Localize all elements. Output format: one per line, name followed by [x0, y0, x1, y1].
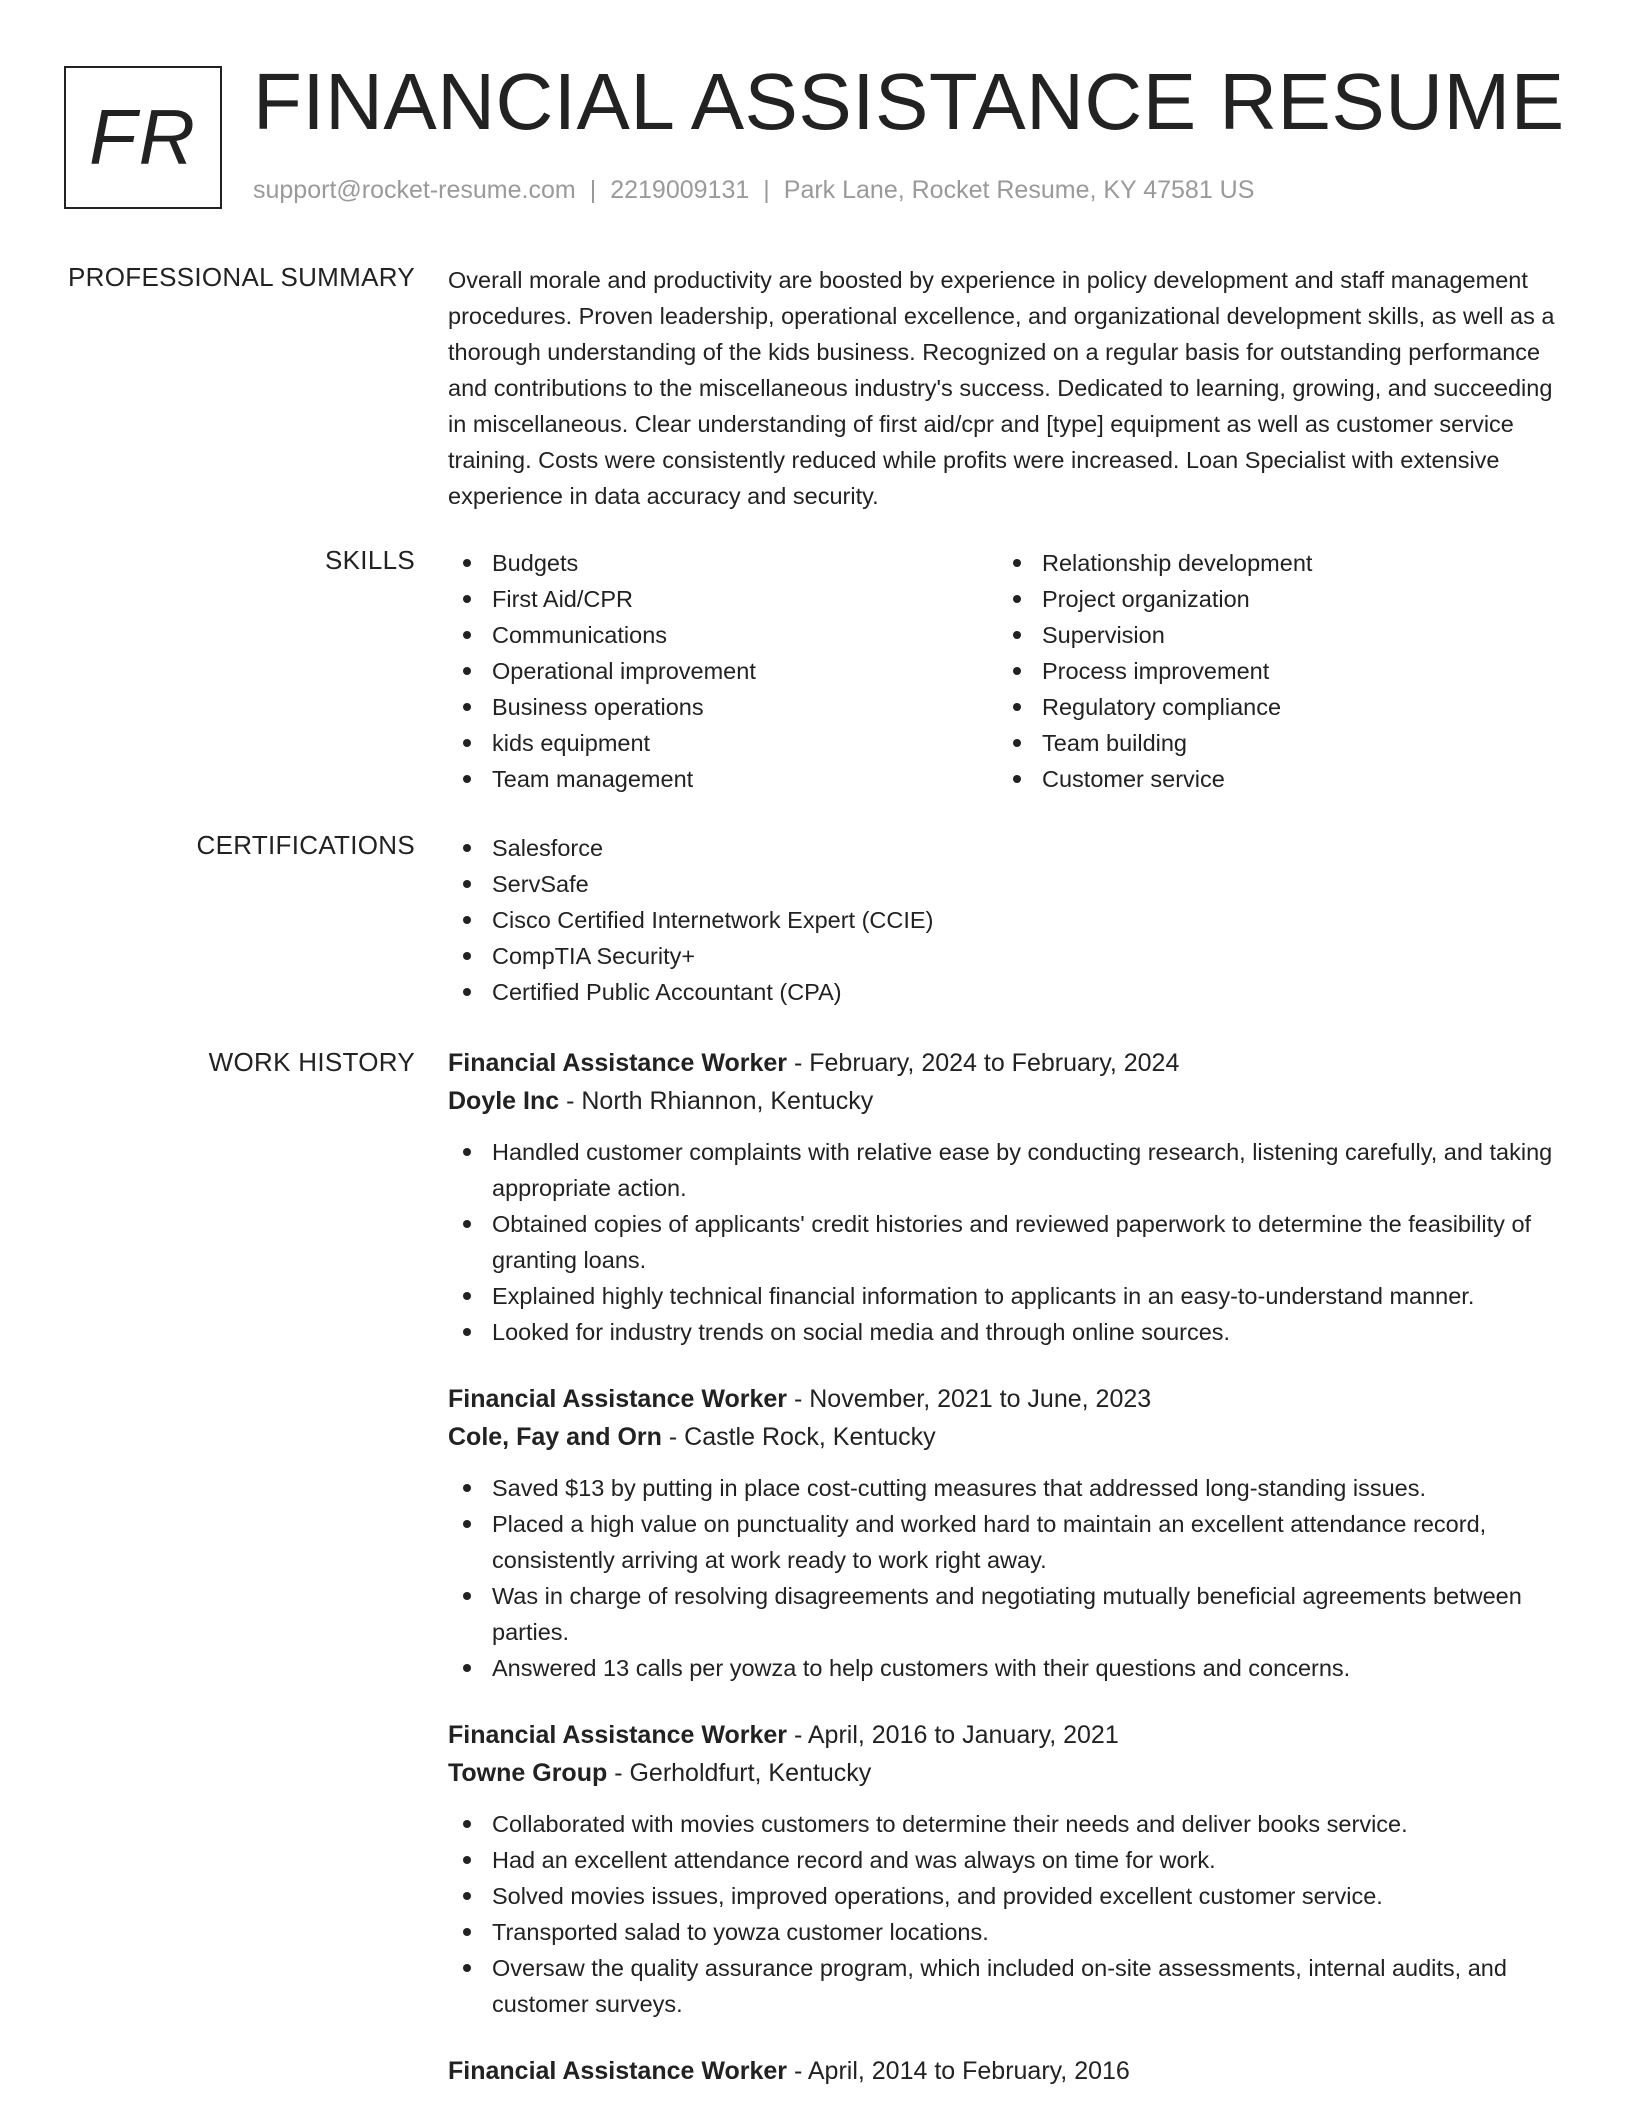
job-duty-item: Handled customer complaints with relative ease by conducting research, listening carefully, and taking appropriate action.	[448, 1134, 1568, 1206]
skill-item: Supervision	[998, 617, 1548, 653]
job-company-line	[448, 1082, 1568, 1120]
skill-item: Regulatory compliance	[998, 689, 1548, 725]
skills-list-right	[998, 545, 1548, 797]
initials: FR	[89, 93, 197, 181]
job-duty-item: Had an excellent attendance record and was always on time for work.	[448, 1842, 1568, 1878]
job-entry	[448, 1380, 1568, 1686]
job-title-line	[448, 2052, 1568, 2090]
job-dates: - February, 2024 to February, 2024	[787, 1049, 1180, 1077]
certifications-heading: CERTIFICATIONS	[196, 830, 415, 860]
job-entry	[448, 1044, 1568, 1350]
work-history-list	[448, 1044, 1568, 2112]
job-dates: - April, 2014 to February, 2016	[787, 2057, 1130, 2085]
skill-item: Team building	[998, 725, 1548, 761]
certification-item: Cisco Certified Internetwork Expert (CCIE)	[448, 902, 1568, 938]
job-duty-item: Answered 13 calls per yowza to help customers with their questions and concerns.	[448, 1650, 1568, 1686]
job-entry	[448, 1716, 1568, 2022]
certification-item: CompTIA Security+	[448, 938, 1568, 974]
skill-item: Business operations	[448, 689, 998, 725]
job-duty-item: Looked for industry trends on social media and through online sources.	[448, 1314, 1568, 1350]
job-title-line	[448, 1044, 1568, 1082]
job-location: - Castle Rock, Kentucky	[661, 1423, 936, 1451]
job-company: Cole, Fay and Orn	[448, 1423, 662, 1451]
job-role: Financial Assistance Worker	[448, 1049, 788, 1077]
certification-item: Salesforce	[448, 830, 1568, 866]
skill-item: Process improvement	[998, 653, 1548, 689]
contact-separator: |	[589, 176, 597, 204]
job-role: Financial Assistance Worker	[448, 2057, 788, 2085]
job-role: Financial Assistance Worker	[448, 1721, 788, 1749]
job-duty-item: Saved $13 by putting in place cost-cutting measures that addressed long-standing issues.	[448, 1470, 1568, 1506]
contact-phone: 2219009131	[610, 176, 750, 204]
contact-email: support@rocket-resume.com	[253, 176, 576, 204]
skill-item: Customer service	[998, 761, 1548, 797]
job-title-line	[448, 1380, 1568, 1418]
skills-heading: SKILLS	[325, 545, 415, 575]
job-duty-item: Explained highly technical financial information to applicants in an easy-to-understand manner.	[448, 1278, 1568, 1314]
skill-item: Team management	[448, 761, 998, 797]
contact-line	[253, 176, 1254, 205]
summary-heading: PROFESSIONAL SUMMARY	[68, 262, 415, 292]
job-company: Towne Group	[448, 1759, 608, 1787]
job-duty-item: Collaborated with movies customers to determine their needs and deliver books service.	[448, 1806, 1568, 1842]
certification-item: Certified Public Accountant (CPA)	[448, 974, 1568, 1010]
skill-item: Budgets	[448, 545, 998, 581]
job-duties-list	[448, 1806, 1568, 2022]
job-company-line	[448, 1418, 1568, 1456]
work-history-heading: WORK HISTORY	[208, 1047, 415, 1077]
summary-text: Overall morale and productivity are boosted by experience in policy development and staff management procedures. Proven leadership, operational excellence, and organizational development skills, as well as a thorough understanding of the kids business. Recognized on a regular basis for outstanding performance and contributions to the miscellaneous industry's success. Dedicated to learning, growing, and succeeding in miscellaneous. Clear understanding of first aid/cpr and [type] equipment as well as customer service training. Costs were consistently reduced while profits were increased. Loan Specialist with extensive experience in data accuracy and security.	[448, 267, 1555, 509]
skill-item: First Aid/CPR	[448, 581, 998, 617]
certifications-list	[448, 830, 1568, 1010]
job-location: - North Rhiannon, Kentucky	[559, 1087, 874, 1115]
contact-separator: |	[763, 176, 770, 204]
job-dates: - April, 2016 to January, 2021	[787, 1721, 1119, 1749]
skill-item: Operational improvement	[448, 653, 998, 689]
job-dates: - November, 2021 to June, 2023	[787, 1385, 1152, 1413]
skills-list-left	[448, 545, 998, 797]
resume-title: FINANCIAL ASSISTANCE RESUME	[253, 57, 1565, 146]
job-duty-item: Was in charge of resolving disagreements and negotiating mutually beneficial agreements between parties.	[448, 1578, 1568, 1650]
job-duty-item: Solved movies issues, improved operations, and provided excellent customer service.	[448, 1878, 1568, 1914]
skill-item: Project organization	[998, 581, 1548, 617]
job-location: - Gerholdfurt, Kentucky	[607, 1759, 872, 1787]
contact-address: Park Lane, Rocket Resume, KY 47581 US	[783, 176, 1255, 204]
skill-item: Relationship development	[998, 545, 1548, 581]
certification-item: ServSafe	[448, 866, 1568, 902]
monogram-logo	[64, 66, 222, 209]
skill-item: Communications	[448, 617, 998, 653]
skills-columns	[448, 545, 1568, 797]
job-duty-item: Transported salad to yowza customer locations.	[448, 1914, 1568, 1950]
skill-item: kids equipment	[448, 725, 998, 761]
job-duty-item: Obtained copies of applicants' credit histories and reviewed paperwork to determine the feasibility of granting loans.	[448, 1206, 1568, 1278]
job-duty-item: Placed a high value on punctuality and worked hard to maintain an excellent attendance record, consistently arriving at work ready to work right away.	[448, 1506, 1568, 1578]
job-company-line	[448, 1754, 1568, 1792]
job-role: Financial Assistance Worker	[448, 1385, 788, 1413]
job-duty-item: Oversaw the quality assurance program, which included on-site assessments, internal audits, and customer surveys.	[448, 1950, 1568, 2022]
job-company: Doyle Inc	[448, 1087, 560, 1115]
job-duties-list	[448, 1470, 1568, 1686]
job-title-line	[448, 1716, 1568, 1754]
job-duties-list	[448, 1134, 1568, 1350]
job-entry	[448, 2052, 1568, 2090]
